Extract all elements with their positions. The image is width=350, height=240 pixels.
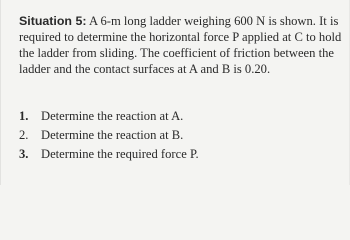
question-number: 2. [19,128,29,142]
question-text: Determine the reaction at B. [41,128,184,142]
question-text: Determine the reaction at A. [41,109,184,123]
list-item [19,145,199,164]
question-list [19,107,199,164]
question-number: 3. [19,147,29,161]
problem-statement [19,13,347,77]
list-item [19,107,199,126]
question-number: 1. [19,109,29,123]
situation-text: A 6-m long ladder weighing 600 N is shown. It is required to determine the horizontal force P applied at C to hold the ladder from sliding. The coefficient of friction between the ladder and the contact surfaces at A and B is 0.20. [19,14,342,76]
list-item [19,126,199,145]
question-text: Determine the required force P. [41,147,199,161]
situation-label: Situation 5: [19,14,87,28]
